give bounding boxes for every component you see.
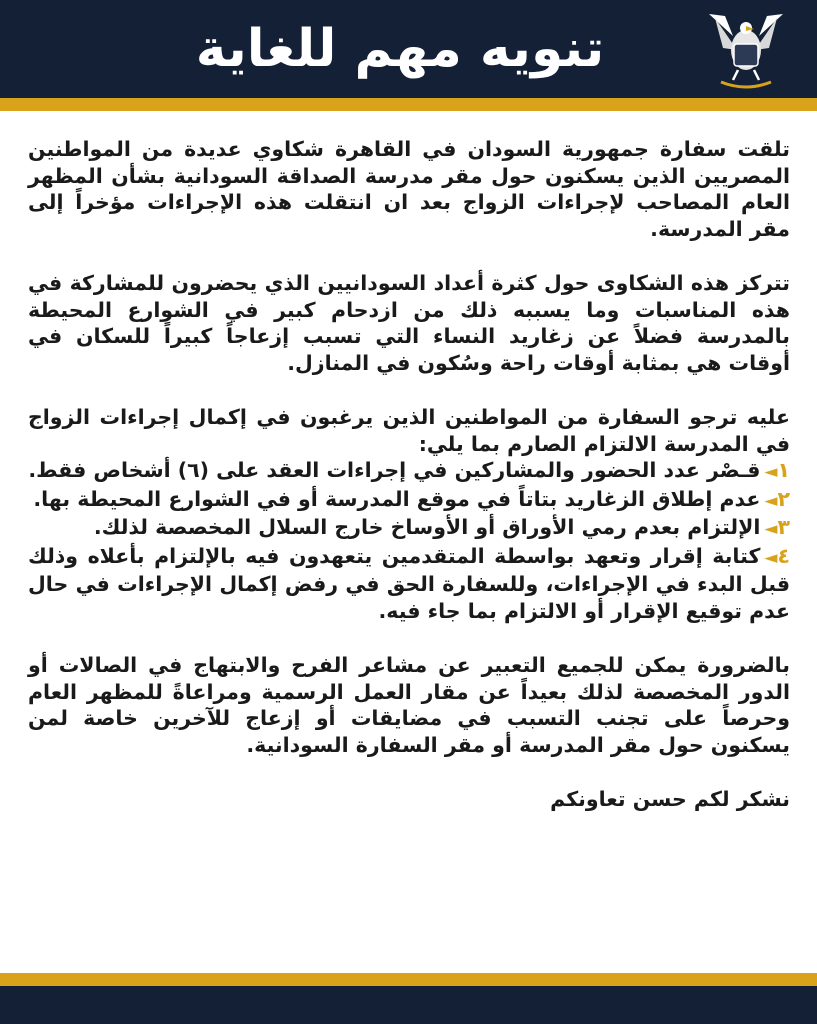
list-number: ٣ <box>777 515 790 539</box>
list-text: قـصْر عدد الحضور والمشاركين في إجراءات العقد على (٦) أشخاص فقط. <box>28 458 761 482</box>
sudan-emblem-icon <box>703 6 789 92</box>
list-number: ١ <box>777 458 790 482</box>
list-item <box>28 514 790 543</box>
list-item <box>28 486 790 515</box>
header-bar <box>0 0 817 98</box>
page-title: تنويه مهم للغاية <box>195 19 605 79</box>
footer-gold-stripe <box>0 973 817 986</box>
list-item <box>28 457 790 486</box>
arrow-icon: ◄ <box>764 462 778 482</box>
arrow-icon: ◄ <box>764 519 778 539</box>
list-number: ٢ <box>777 486 790 511</box>
notice-body <box>28 136 790 833</box>
list-number: ٤ <box>777 543 790 568</box>
list-item <box>28 543 790 625</box>
footer-bar <box>0 986 817 1024</box>
thanks-line: نشكر لكم حسن تعاونكم <box>550 787 790 811</box>
list-text: كتابة إقرار وتعهد بواسطة المتقدمين يتعهدون فيه بالإلتزام بأعلاه وذلك قبل البدء في الإجراءات، وللسفارة الحق في رفض إكمال الإجراءات في حال عدم توقيع الإقرار أو الالتزام بما جاء فيه. <box>28 543 790 623</box>
list-text: عدم إطلاق الزغاريد بتاتاً في موقع المدرسة أو في الشوارع المحيطة بها. <box>33 486 761 511</box>
list-text: الإلتزام بعدم رمي الأوراق أو الأوساخ خارج السلال المخصصة لذلك. <box>93 515 761 539</box>
paragraph-request: عليه ترجو السفارة من المواطنين الذين يرغبون في إكمال إجراءات الزواج في المدرسة الالتزام الصارم بما يلي: <box>28 405 790 456</box>
paragraph-complaints: تلقت سفارة جمهورية السودان في القاهرة شكاوي عديدة من المواطنين المصريين الذين يسكنون حول مقر مدرسة الصداقة السودانية بشأن المظهر العام المصاحب لإجراءات الزواج بعد ان انتقلت هذه الإجراءات مؤخراً إلى مقر المدرسة. <box>28 137 790 241</box>
header-gold-stripe <box>0 98 817 111</box>
arrow-icon: ◄ <box>764 547 778 568</box>
paragraph-details: تتركز هذه الشكاوى حول كثرة أعداد السودانيين الذي يحضرون للمشاركة في هذه المناسبات وما يسببه ذلك من ازدحام كبير في الشوارع المحيطة بالمدرسة فضلاً عن زغاريد النساء التي تسبب إزعاجاً كبيراً للسكان في أوقات هي بمثابة أوقات راحة وسُكون في المنازل. <box>28 271 790 375</box>
arrow-icon: ◄ <box>764 490 778 511</box>
paragraph-closing: بالضرورة يمكن للجميع التعبير عن مشاعر الفرح والابتهاج في الصالات أو الدور المخصصة لذلك بعيداً عن مقار العمل الرسمية ومراعاةً للمظهر العام وحرصاً على تجنب التسبب في مضايقات أو إزعاج للآخرين خاصة لمن يسكنون حول مقر المدرسة أو مقر السفارة السودانية. <box>28 653 790 757</box>
